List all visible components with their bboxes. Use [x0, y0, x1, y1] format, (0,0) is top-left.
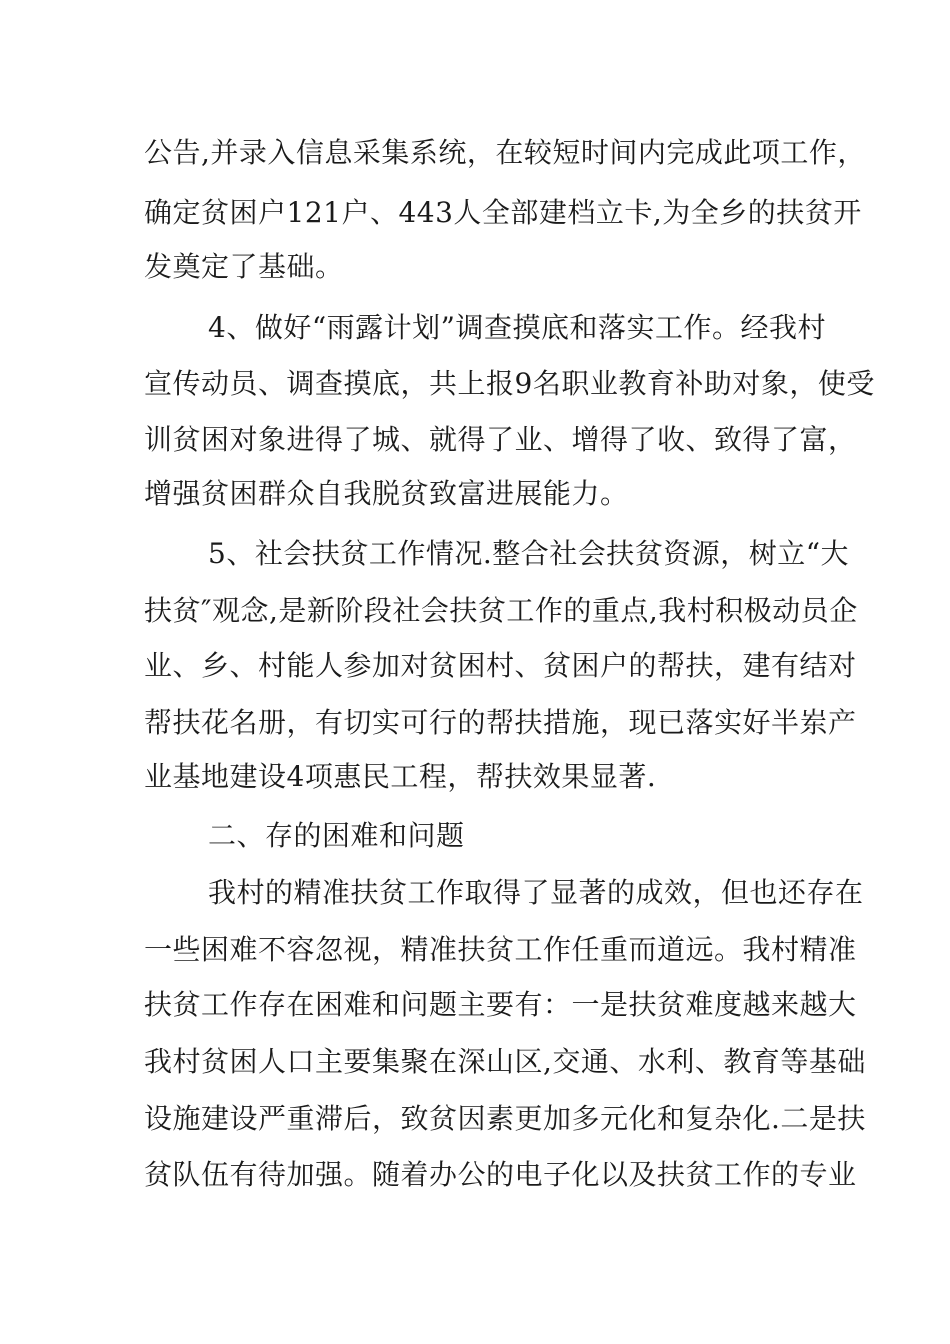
text-line-3: 发奠定了基础。 [144, 250, 344, 283]
text-line-4: 4、做好“雨露计划”调查摸底和落实工作。经我村 [208, 311, 826, 344]
text-line-15: 一些困难不容忽视，精准扶贫工作任重而道远。我村精准 [144, 933, 857, 966]
text-line-11: 帮扶花名册，有切实可行的帮扶措施，现已落实好半岽产 [144, 706, 857, 739]
text-line-13: 二、存的困难和问题 [208, 819, 465, 852]
text-line-6: 训贫困对象进得了城、就得了业、增得了收、致得了富， [144, 423, 857, 456]
text-line-5: 宣传动员、调查摸底，共上报9名职业教育补助对象，使受 [144, 367, 875, 400]
text-line-14: 我村的精准扶贫工作取得了显著的成效，但也还存在 [208, 876, 864, 909]
text-line-17: 我村贫困人口主要集聚在深山区,交通、水利、教育等基础 [144, 1045, 866, 1078]
text-line-18: 设施建设严重滞后，致贫因素更加多元化和复杂化.二是扶 [144, 1102, 866, 1135]
text-line-9: 扶贫″观念,是新阶段社会扶贫工作的重点,我村积极动员企 [144, 594, 858, 627]
text-line-12: 业基地建设4项惠民工程，帮扶效果显著. [144, 760, 657, 793]
text-line-10: 业、乡、村能人参加对贫困村、贫困户的帮扶，建有结对 [144, 649, 857, 682]
text-line-1: 公告,并录入信息采集系统，在较短时间内完成此项工作， [144, 136, 866, 169]
text-line-7: 增强贫困群众自我脱贫致富进展能力。 [144, 477, 629, 510]
text-line-8: 5、社会扶贫工作情况.整合社会扶贫资源，树立“大 [208, 537, 850, 570]
text-line-16: 扶贫工作存在困难和问题主要有：一是扶贫难度越来越大 [144, 988, 857, 1021]
text-line-2: 确定贫困户121户、443人全部建档立卡,为全乡的扶贫开 [144, 196, 862, 229]
text-line-19: 贫队伍有待加强。随着办公的电子化以及扶贫工作的专业 [144, 1158, 857, 1191]
